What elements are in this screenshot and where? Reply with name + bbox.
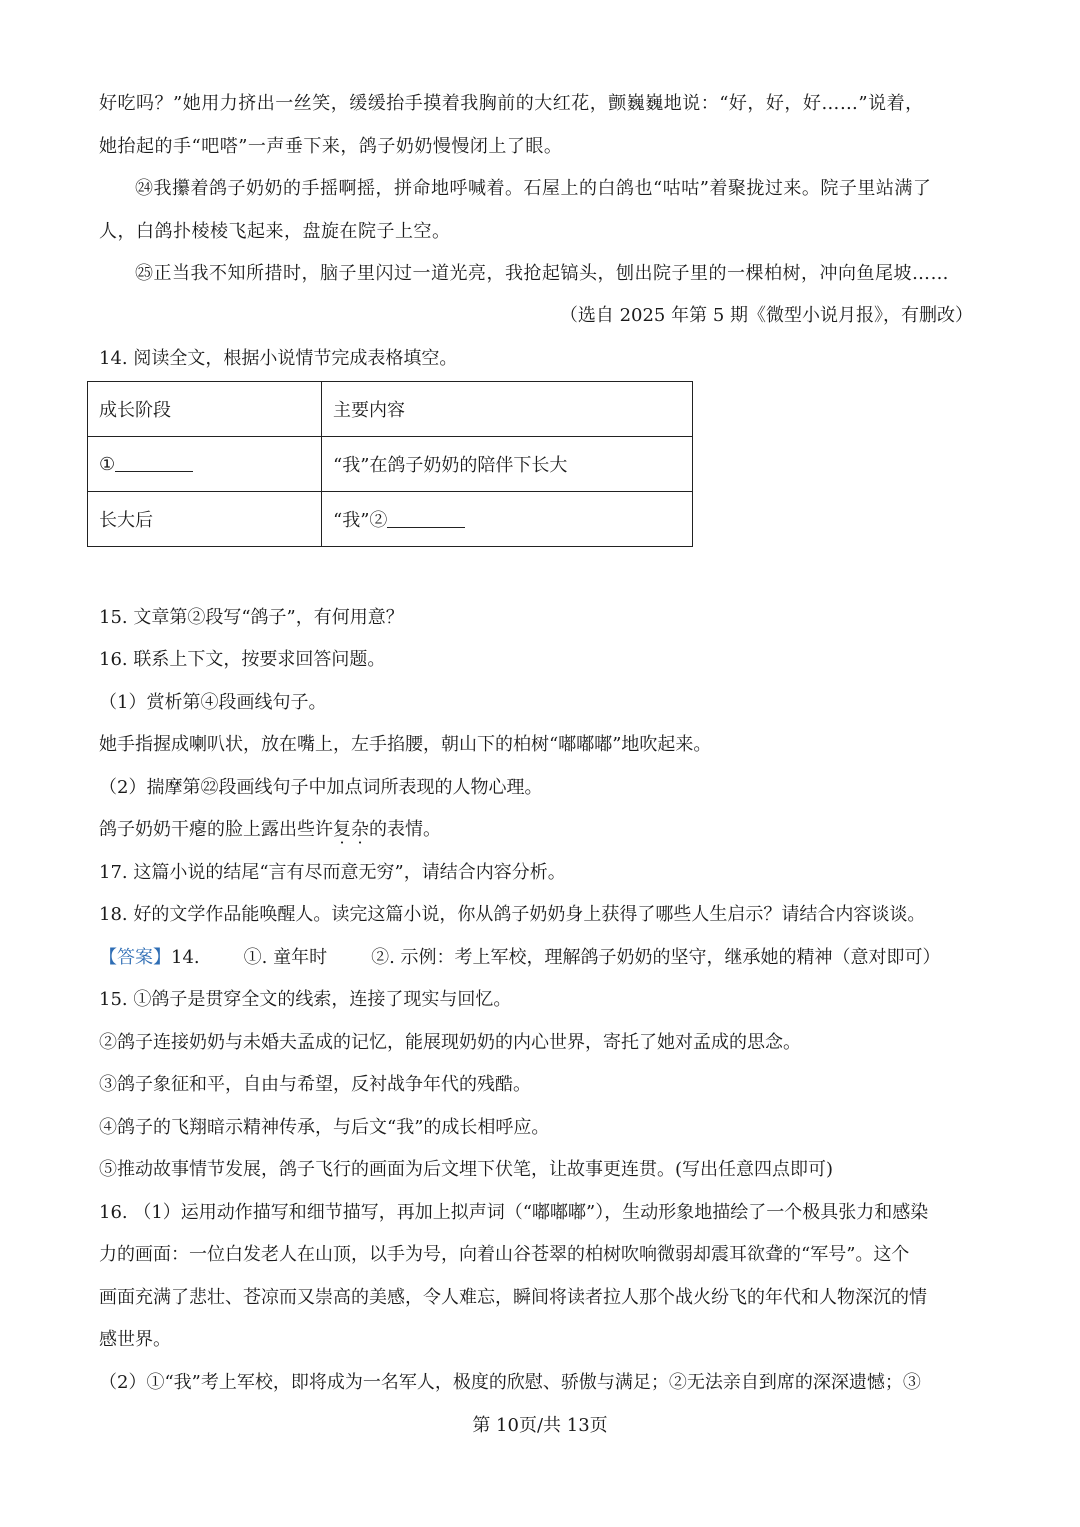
page-number: 第 10页/共 13页 bbox=[472, 1415, 608, 1436]
dotted-word: 复 bbox=[333, 819, 351, 840]
answer-16-1-line-4: 感世界。 bbox=[99, 1329, 171, 1350]
answer-16-2: （2）①“我”考上军校，即将成为一名军人，极度的欣慰、骄傲与满足；②无法亲自到席的深深遗憾；③ bbox=[99, 1372, 921, 1393]
answer-tag: 【答案】 bbox=[99, 947, 171, 968]
answer-15-5: ⑤推动故事情节发展，鸽子飞行的画面为后文埋下伏笔，让故事更连贯。(写出任意四点即可) bbox=[99, 1159, 834, 1180]
story-para-24-line-1: ㉔我攥着鸽子奶奶的手摇啊摇，拼命地呼喊着。石屋上的白鸽也“咕咕”着聚拢过来。院子里站满了 bbox=[135, 178, 932, 199]
answer-15-2: ②鸽子连接奶奶与未婚夫孟成的记忆，能展现奶奶的内心世界，寄托了她对孟成的思念。 bbox=[99, 1032, 801, 1053]
blank-label: “我”② bbox=[333, 510, 388, 531]
blank-line bbox=[387, 509, 465, 528]
answer-14-1: ①. 童年时 bbox=[243, 947, 328, 968]
question-16-2: （2）揣摩第㉒段画线句子中加点词所表现的人物心理。 bbox=[99, 777, 543, 798]
answer-16-1-line-3: 画面充满了悲壮、苍凉而又崇高的美感，令人难忘，瞬间将读者拉人那个战火纷飞的年代和人物深沉的情 bbox=[99, 1287, 927, 1308]
question-16-2-text bbox=[99, 818, 441, 842]
answer-15-3: ③鸽子象征和平，自由与希望，反衬战争年代的残酷。 bbox=[99, 1074, 531, 1095]
story-para-25: ㉕正当我不知所措时，脑子里闪过一道光亮，我抢起镐头，刨出院子里的一棵柏树，冲向鱼尾坡…… bbox=[135, 263, 949, 284]
answer-16-1-line-1: 16. （1）运用动作描写和细节描写，再加上拟声词（“嘟嘟嘟”），生动形象地描绘了一个极具张力和感染 bbox=[99, 1202, 929, 1223]
question-16: 16. 联系上下文，按要求回答问题。 bbox=[99, 649, 386, 670]
table-cell-content: “我”在鸽子奶奶的陪伴下长大 bbox=[322, 437, 693, 492]
answer-15-1: 15. ①鸽子是贯穿全文的线索，连接了现实与回忆。 bbox=[99, 989, 512, 1010]
answer-14 bbox=[99, 946, 941, 970]
question-16-1: （1）赏析第④段画线句子。 bbox=[99, 692, 327, 713]
answer-number: 14. bbox=[171, 947, 200, 968]
blank-label: ① bbox=[99, 454, 116, 475]
text-segment: 鸽子奶奶干瘪的脸上露出些许 bbox=[99, 819, 333, 840]
question-16-1-text: 她手指握成喇叭状，放在嘴上，左手掐腰，朝山下的柏树“嘟嘟嘟”地吹起来。 bbox=[99, 734, 712, 755]
table-header-row bbox=[88, 382, 693, 437]
table-header-stage: 成长阶段 bbox=[88, 382, 322, 437]
table-row bbox=[88, 492, 693, 547]
answer-16-1-line-2: 力的画面：一位白发老人在山顶，以手为号，向着山谷苍翠的柏树吹响微弱却震耳欲聋的“军号”。这个 bbox=[99, 1244, 910, 1265]
story-para-24-line-2: 人，白鸽扑棱棱飞起来，盘旋在院子上空。 bbox=[99, 221, 451, 242]
table-header-content: 主要内容 bbox=[322, 382, 693, 437]
table-cell-stage bbox=[88, 437, 322, 492]
question-18: 18. 好的文学作品能唤醒人。读完这篇小说，你从鸽子奶奶身上获得了哪些人生启示？请结合内容谈谈。 bbox=[99, 904, 926, 925]
blank-line bbox=[115, 453, 193, 472]
story-line-1: 好吃吗？”她用力挤出一丝笑，缓缓抬手摸着我胸前的大红花，颤巍巍地说：“好，好，好……”说着， bbox=[99, 93, 924, 114]
dotted-word: 杂 bbox=[351, 819, 369, 840]
question-15: 15. 文章第②段写“鸽子”，有何用意？ bbox=[99, 607, 404, 628]
q14-table bbox=[87, 381, 693, 547]
text-segment: 的表情。 bbox=[369, 819, 441, 840]
answer-15-4: ④鸽子的飞翔暗示精神传承，与后文“我”的成长相呼应。 bbox=[99, 1117, 550, 1138]
question-17: 17. 这篇小说的结尾“言有尽而意无穷”，请结合内容分析。 bbox=[99, 862, 566, 883]
answer-14-2: ②. 示例：考上军校，理解鸽子奶奶的坚守，继承她的精神（意对即可） bbox=[371, 947, 941, 968]
story-source: （选自 2025 年第 5 期《微型小说月报》，有删改） bbox=[559, 305, 973, 326]
table-row bbox=[88, 437, 693, 492]
question-14: 14. 阅读全文，根据小说情节完成表格填空。 bbox=[99, 348, 458, 369]
table-cell-content bbox=[322, 492, 693, 547]
table-cell-stage: 长大后 bbox=[88, 492, 322, 547]
story-line-2: 她抬起的手“吧嗒”一声垂下来，鸽子奶奶慢慢闭上了眼。 bbox=[99, 136, 563, 157]
